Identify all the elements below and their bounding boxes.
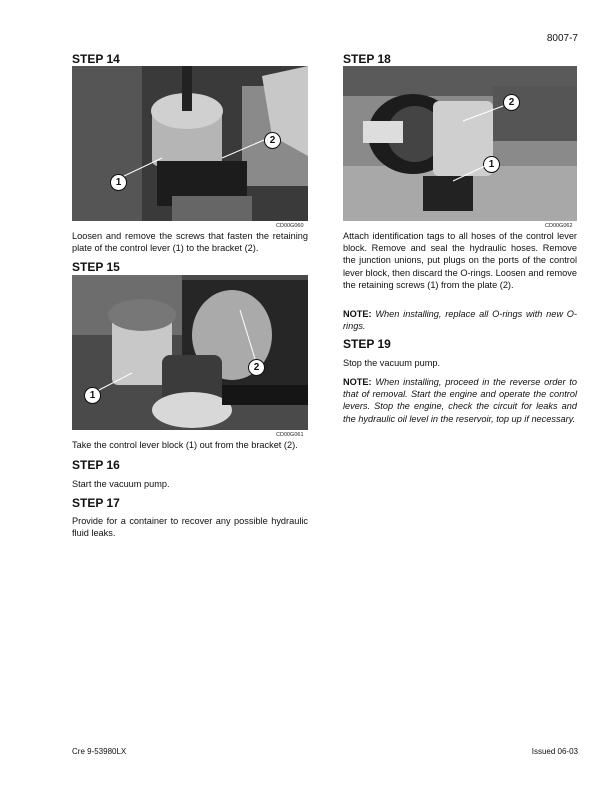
step-14-photo [72,66,308,221]
step-19-note [343,376,577,425]
note-label: NOTE: [343,377,372,387]
note-label: NOTE: [343,309,372,319]
note-text: When installing, replace all O-rings with new O-rings. [343,309,577,332]
step-14-title: STEP 14 [72,52,120,66]
callout-2: 2 [248,359,265,376]
figure-code: CD00G061 [276,432,304,438]
step-15-photo [72,275,308,430]
footer-issued: Issued 06-03 [531,747,578,756]
page-number: 8007-7 [546,33,578,44]
figure-code: CD00G060 [276,223,304,229]
step-17-title: STEP 17 [72,496,120,510]
step-14-text: Loosen and remove the screws that fasten the retaining plate of the control lever (1) to the bracket (2). [72,231,308,254]
callout-2: 2 [503,94,520,111]
callout-2: 2 [264,132,281,149]
step-16-title: STEP 16 [72,458,120,472]
figure-code: CD00G062 [545,223,573,229]
note-text: When installing, proceed in the reverse order to that of removal. Start the engine and operate the control levers. Stop the engine, check the circuit for leaks and the hydraulic oil level in the reservoir, top up if necessary. [343,377,577,424]
step-18-text: Attach identification tags to all hoses of the control lever block. Remove and seal the hydraulic hoses. Remove the junction unions, put plugs on the ports of the control lever block, then discard the O-rings. Loosen and remove the retaining screws (1) from the plate (2). [343,231,577,290]
callout-1: 1 [110,174,127,191]
step-19-text: Stop the vacuum pump. [343,358,441,368]
step-19-title: STEP 19 [343,337,391,351]
step-16-text: Start the vacuum pump. [72,479,170,489]
callout-1: 1 [84,387,101,404]
step-18-photo [343,66,577,221]
callout-1: 1 [483,156,500,173]
footer-doc-code: Cre 9-53980LX [72,747,127,756]
step-17-text: Provide for a container to recover any possible hydraulic fluid leaks. [72,516,308,539]
step-15-title: STEP 15 [72,260,120,274]
step-15-text: Take the control lever block (1) out from the bracket (2). [72,440,298,450]
step-18-title: STEP 18 [343,52,391,66]
step-18-note [343,308,577,332]
